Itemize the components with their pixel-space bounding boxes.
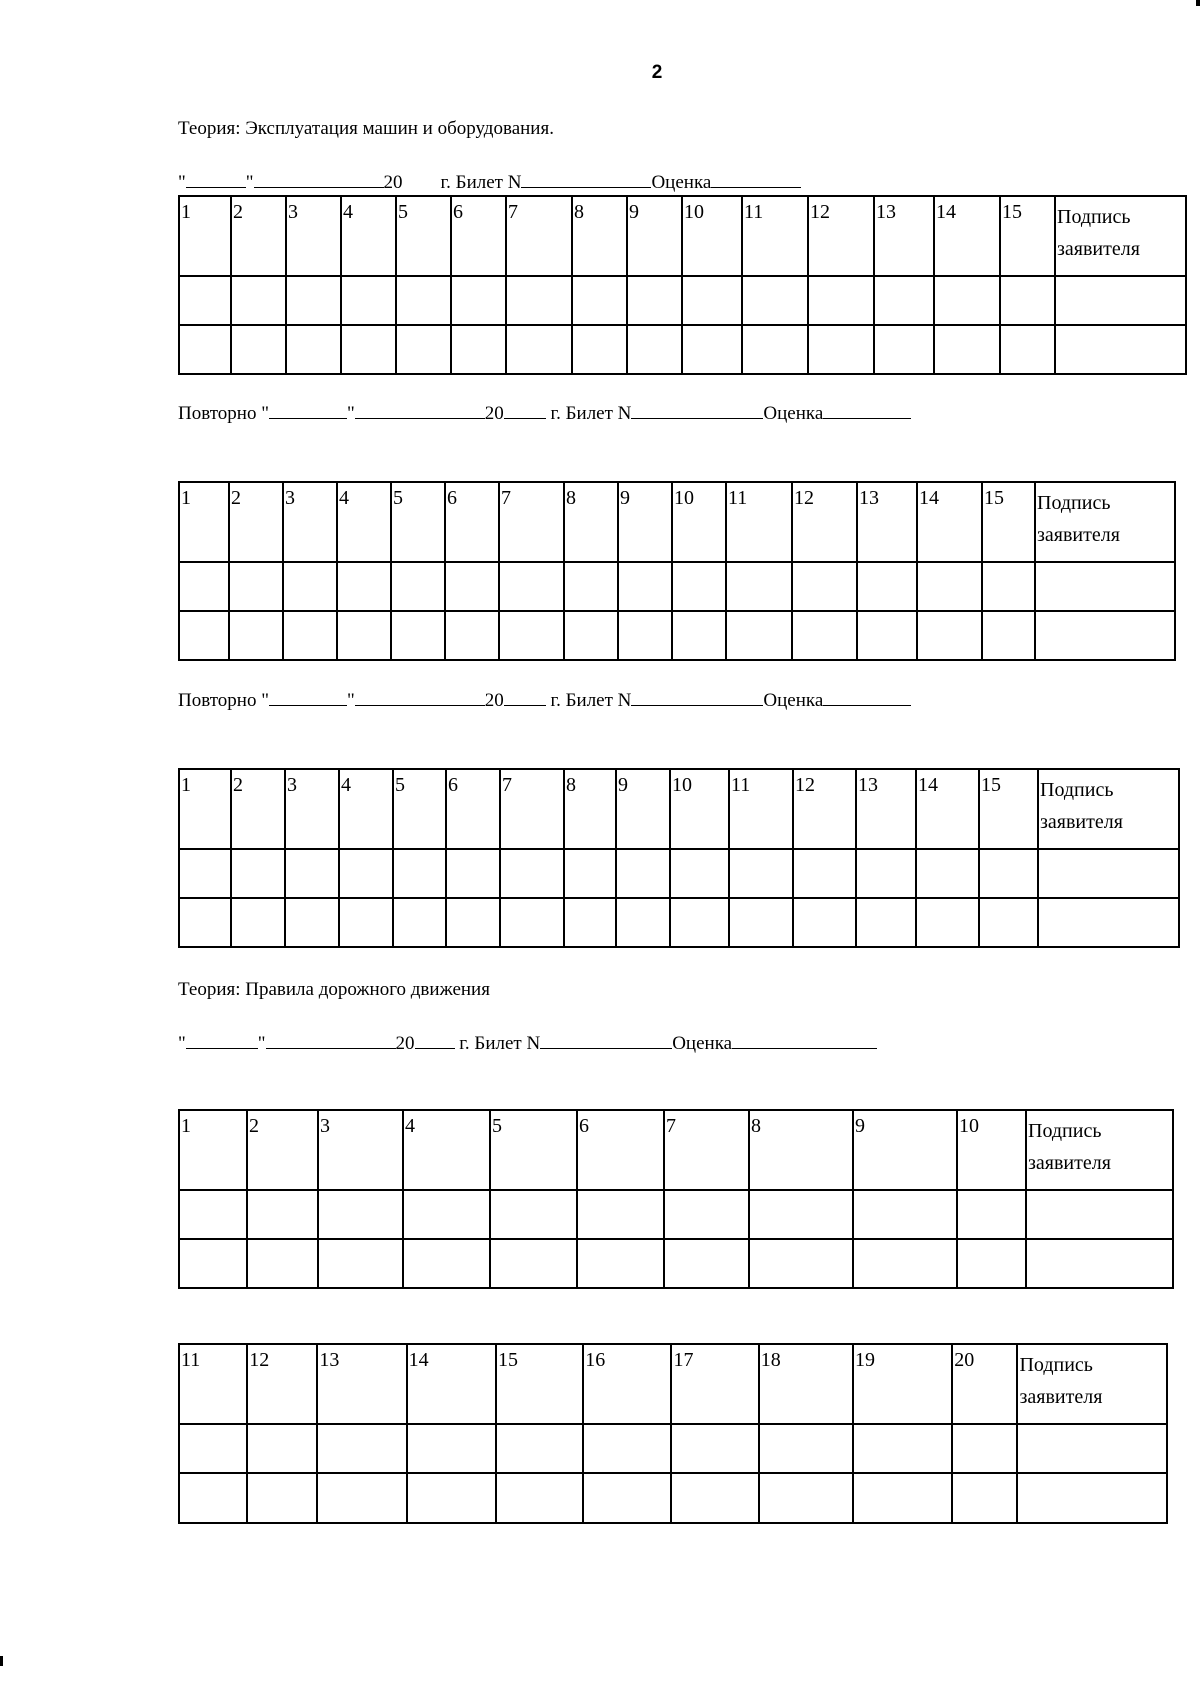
answer-cell[interactable] <box>857 562 917 611</box>
year-prefix: 20 <box>395 1033 415 1054</box>
result-cell[interactable] <box>247 1473 317 1523</box>
signature-label-line2: заявителя <box>1057 238 1140 260</box>
question-number-cell: 9 <box>616 769 670 849</box>
result-cell[interactable] <box>407 1473 496 1523</box>
answer-cell[interactable] <box>853 1424 952 1473</box>
answer-cell[interactable] <box>496 1424 583 1473</box>
answer-cell[interactable] <box>391 562 445 611</box>
result-cell[interactable] <box>857 611 917 660</box>
result-cell[interactable] <box>403 1239 490 1288</box>
signature-header <box>1038 769 1179 849</box>
quote-open: " <box>178 1033 186 1054</box>
answer-cell[interactable] <box>564 849 616 898</box>
answer-cell[interactable] <box>283 562 337 611</box>
quote-open: " <box>178 172 186 193</box>
retake-prefix: Повторно " <box>178 690 269 711</box>
section-title-machines: Теория: Эксплуатация машин и оборудования. <box>178 118 554 139</box>
question-number-cell: 16 <box>583 1344 671 1424</box>
question-number-cell: 12 <box>247 1344 317 1424</box>
result-cell[interactable] <box>616 898 670 947</box>
result-cell[interactable] <box>496 1473 583 1523</box>
question-number-cell: 6 <box>577 1110 664 1190</box>
question-number-cell: 14 <box>407 1344 496 1424</box>
signature-label-line1: Подпись <box>1019 1354 1093 1376</box>
result-cell[interactable] <box>726 611 792 660</box>
signature-label-line2: заявителя <box>1037 524 1120 546</box>
signature-label-line1: Подпись <box>1028 1120 1102 1142</box>
answer-cell[interactable] <box>672 562 726 611</box>
question-number-cell: 4 <box>339 769 393 849</box>
year-prefix: 20 <box>484 690 504 711</box>
month-blank[interactable] <box>254 186 384 188</box>
answer-cell[interactable] <box>179 849 231 898</box>
result-cell[interactable] <box>337 611 391 660</box>
result-cell[interactable] <box>285 898 339 947</box>
question-number-cell: 6 <box>451 196 506 276</box>
result-cell[interactable] <box>670 898 729 947</box>
signature-cell[interactable] <box>1017 1424 1167 1473</box>
grade-blank[interactable] <box>823 417 911 419</box>
question-number-cell: 18 <box>759 1344 853 1424</box>
grade-blank[interactable] <box>823 704 911 706</box>
day-blank[interactable] <box>269 704 347 706</box>
result-cell[interactable] <box>451 325 506 374</box>
ticket-label: г. Билет N <box>550 403 632 424</box>
answer-cell[interactable] <box>341 276 396 325</box>
answer-cell[interactable] <box>749 1190 853 1239</box>
answer-cell[interactable] <box>583 1424 671 1473</box>
result-row <box>179 325 1186 374</box>
question-number-cell: 14 <box>917 482 982 562</box>
answer-cell[interactable] <box>627 276 682 325</box>
result-cell[interactable] <box>286 325 341 374</box>
ticket-number-blank[interactable] <box>631 704 763 706</box>
result-cell[interactable] <box>583 1473 671 1523</box>
result-cell[interactable] <box>934 325 1000 374</box>
result-cell[interactable] <box>952 1473 1017 1523</box>
signature-header <box>1035 482 1175 562</box>
result-cell[interactable] <box>664 1239 749 1288</box>
answer-cell[interactable] <box>445 562 499 611</box>
question-number-cell: 8 <box>564 769 616 849</box>
grade-label: Оценка <box>651 172 712 193</box>
retake-prefix: Повторно " <box>178 403 269 424</box>
answer-cell[interactable] <box>285 849 339 898</box>
answer-cell[interactable] <box>179 276 231 325</box>
answer-cell[interactable] <box>490 1190 577 1239</box>
question-number-cell: 6 <box>445 482 499 562</box>
answer-row <box>179 849 1179 898</box>
result-cell[interactable] <box>792 611 857 660</box>
result-cell[interactable] <box>499 611 564 660</box>
quote-close: " <box>245 172 254 193</box>
result-cell[interactable] <box>671 1473 758 1523</box>
scan-corner-mark <box>0 1656 3 1666</box>
question-number-cell: 4 <box>403 1110 490 1190</box>
ticket-label: г. Билет N <box>459 1033 541 1054</box>
result-cell[interactable] <box>490 1239 577 1288</box>
answer-cell[interactable] <box>577 1190 664 1239</box>
question-number-cell: 3 <box>286 196 341 276</box>
signature-cell[interactable] <box>1035 562 1175 611</box>
answer-cell[interactable] <box>451 276 506 325</box>
month-blank[interactable] <box>355 704 485 706</box>
result-cell[interactable] <box>231 898 285 947</box>
answer-cell[interactable] <box>742 276 808 325</box>
question-number-cell: 2 <box>231 196 286 276</box>
question-number-cell: 13 <box>857 482 917 562</box>
question-number-cell: 10 <box>682 196 742 276</box>
result-cell[interactable] <box>853 1239 957 1288</box>
question-number-cell: 15 <box>1000 196 1055 276</box>
result-cell[interactable] <box>742 325 808 374</box>
result-cell[interactable] <box>317 1473 406 1523</box>
ticket-label: г. Билет N <box>550 690 632 711</box>
question-number-cell: 9 <box>627 196 682 276</box>
result-cell[interactable] <box>874 325 934 374</box>
result-cell[interactable] <box>957 1239 1026 1288</box>
answer-cell[interactable] <box>229 562 283 611</box>
signature-label-line2: заявителя <box>1019 1386 1103 1408</box>
answer-cell[interactable] <box>318 1190 403 1239</box>
answer-cell[interactable] <box>618 562 672 611</box>
question-number-cell: 5 <box>391 482 445 562</box>
result-cell[interactable] <box>318 1239 403 1288</box>
result-cell[interactable] <box>916 898 979 947</box>
signature-cell[interactable] <box>1026 1190 1173 1239</box>
answers-table-traffic-2 <box>178 1343 1168 1524</box>
question-number-cell: 6 <box>446 769 500 849</box>
answer-cell[interactable] <box>982 562 1035 611</box>
question-number-cell: 5 <box>393 769 446 849</box>
answer-cell[interactable] <box>1000 276 1055 325</box>
answer-row <box>179 1424 1167 1473</box>
result-cell[interactable] <box>247 1239 318 1288</box>
signature-cell[interactable] <box>1055 276 1186 325</box>
question-number-cell: 13 <box>317 1344 406 1424</box>
signature-cell[interactable] <box>1017 1473 1167 1523</box>
question-number-cell: 11 <box>729 769 793 849</box>
year-blank[interactable] <box>415 1047 455 1049</box>
result-row <box>179 1239 1173 1288</box>
answer-cell[interactable] <box>179 562 229 611</box>
answer-cell[interactable] <box>808 276 874 325</box>
signature-cell[interactable] <box>1038 898 1179 947</box>
year-blank[interactable] <box>504 417 546 419</box>
grade-label: Оценка <box>763 403 824 424</box>
result-cell[interactable] <box>564 611 618 660</box>
question-number-cell: 19 <box>853 1344 952 1424</box>
question-number-cell: 3 <box>318 1110 403 1190</box>
day-blank[interactable] <box>186 1047 258 1049</box>
answer-cell[interactable] <box>403 1190 490 1239</box>
answer-cell[interactable] <box>231 849 285 898</box>
grade-blank[interactable] <box>711 186 801 188</box>
answer-cell[interactable] <box>856 849 916 898</box>
signature-cell[interactable] <box>1035 611 1175 660</box>
question-number-cell: 7 <box>506 196 572 276</box>
grade-blank[interactable] <box>732 1047 877 1049</box>
month-blank[interactable] <box>266 1047 396 1049</box>
question-number-cell: 8 <box>564 482 618 562</box>
question-number-cell: 10 <box>672 482 726 562</box>
answer-row <box>179 276 1186 325</box>
answer-cell[interactable] <box>179 1424 247 1473</box>
result-cell[interactable] <box>1000 325 1055 374</box>
question-number-cell: 1 <box>179 482 229 562</box>
quote-close: " <box>346 403 355 424</box>
question-number-cell: 11 <box>742 196 808 276</box>
question-number-cell: 7 <box>664 1110 749 1190</box>
ticket-label: г. Билет N <box>440 172 522 193</box>
signature-cell[interactable] <box>1026 1239 1173 1288</box>
question-number-cell: 3 <box>283 482 337 562</box>
signature-cell[interactable] <box>1038 849 1179 898</box>
question-number-cell: 14 <box>934 196 1000 276</box>
result-cell[interactable] <box>391 611 445 660</box>
month-blank[interactable] <box>355 417 485 419</box>
result-cell[interactable] <box>793 898 856 947</box>
question-number-cell: 11 <box>726 482 792 562</box>
year-blank[interactable] <box>504 704 546 706</box>
result-row <box>179 611 1175 660</box>
question-number-cell: 8 <box>572 196 627 276</box>
answer-cell[interactable] <box>726 562 792 611</box>
answer-cell[interactable] <box>247 1424 317 1473</box>
question-number-row <box>179 482 1175 562</box>
question-number-cell: 12 <box>793 769 856 849</box>
result-cell[interactable] <box>506 325 572 374</box>
question-number-cell: 1 <box>179 769 231 849</box>
result-cell[interactable] <box>577 1239 664 1288</box>
result-cell[interactable] <box>627 325 682 374</box>
question-number-cell: 7 <box>500 769 564 849</box>
signature-header <box>1026 1110 1173 1190</box>
question-number-cell: 4 <box>341 196 396 276</box>
result-cell[interactable] <box>759 1473 853 1523</box>
question-number-cell: 20 <box>952 1344 1017 1424</box>
question-number-cell: 12 <box>792 482 857 562</box>
question-number-cell: 9 <box>853 1110 957 1190</box>
question-number-cell: 15 <box>496 1344 583 1424</box>
answer-cell[interactable] <box>759 1424 853 1473</box>
answer-cell[interactable] <box>572 276 627 325</box>
result-cell[interactable] <box>446 898 500 947</box>
result-row <box>179 898 1179 947</box>
answers-table-3 <box>178 768 1180 948</box>
question-number-cell: 5 <box>396 196 451 276</box>
question-number-cell: 10 <box>670 769 729 849</box>
result-cell[interactable] <box>283 611 337 660</box>
result-cell[interactable] <box>445 611 499 660</box>
grade-label: Оценка <box>672 1033 733 1054</box>
result-cell[interactable] <box>229 611 283 660</box>
result-cell[interactable] <box>393 898 446 947</box>
question-number-cell: 3 <box>285 769 339 849</box>
retake-date-line-2 <box>178 690 911 712</box>
question-number-row <box>179 1344 1167 1424</box>
signature-header <box>1055 196 1186 276</box>
answer-cell[interactable] <box>286 276 341 325</box>
result-cell[interactable] <box>749 1239 853 1288</box>
year-prefix: 20 <box>484 403 504 424</box>
question-number-cell: 15 <box>982 482 1035 562</box>
question-number-cell: 9 <box>618 482 672 562</box>
question-number-cell: 12 <box>808 196 874 276</box>
question-number-cell: 1 <box>179 1110 247 1190</box>
answer-cell[interactable] <box>393 849 446 898</box>
question-number-cell: 11 <box>179 1344 247 1424</box>
result-cell[interactable] <box>982 611 1035 660</box>
day-blank[interactable] <box>269 417 347 419</box>
signature-label-line1: Подпись <box>1057 206 1131 228</box>
answer-cell[interactable] <box>407 1424 496 1473</box>
answers-table-1 <box>178 195 1187 375</box>
answer-cell[interactable] <box>934 276 1000 325</box>
answer-cell[interactable] <box>917 562 982 611</box>
result-cell[interactable] <box>853 1473 952 1523</box>
answer-cell[interactable] <box>792 562 857 611</box>
result-cell[interactable] <box>729 898 793 947</box>
signature-label-line1: Подпись <box>1037 492 1111 514</box>
answers-table-2 <box>178 481 1176 661</box>
question-number-cell: 17 <box>671 1344 758 1424</box>
answer-cell[interactable] <box>793 849 856 898</box>
answer-cell[interactable] <box>500 849 564 898</box>
result-cell[interactable] <box>339 898 393 947</box>
answer-cell[interactable] <box>179 1190 247 1239</box>
question-number-cell: 8 <box>749 1110 853 1190</box>
year-prefix: 20 <box>383 172 403 193</box>
quote-close: " <box>346 690 355 711</box>
result-cell[interactable] <box>179 611 229 660</box>
answer-cell[interactable] <box>247 1190 318 1239</box>
answer-cell[interactable] <box>664 1190 749 1239</box>
answer-cell[interactable] <box>337 562 391 611</box>
question-number-cell: 13 <box>874 196 934 276</box>
day-blank[interactable] <box>186 186 246 188</box>
answer-cell[interactable] <box>682 276 742 325</box>
ticket-number-blank[interactable] <box>540 1047 672 1049</box>
question-number-cell: 2 <box>247 1110 318 1190</box>
answer-cell[interactable] <box>979 849 1038 898</box>
scan-edge-mark <box>1196 0 1200 6</box>
answer-cell[interactable] <box>616 849 670 898</box>
signature-header <box>1017 1344 1167 1424</box>
result-cell[interactable] <box>564 898 616 947</box>
answer-cell[interactable] <box>317 1424 406 1473</box>
answer-cell[interactable] <box>670 849 729 898</box>
result-cell[interactable] <box>179 898 231 947</box>
signature-label-line1: Подпись <box>1040 779 1114 801</box>
result-cell[interactable] <box>500 898 564 947</box>
signature-cell[interactable] <box>1055 325 1186 374</box>
answer-cell[interactable] <box>952 1424 1017 1473</box>
result-cell[interactable] <box>808 325 874 374</box>
answer-cell[interactable] <box>499 562 564 611</box>
answer-cell[interactable] <box>506 276 572 325</box>
result-cell[interactable] <box>572 325 627 374</box>
answer-row <box>179 562 1175 611</box>
answer-cell[interactable] <box>671 1424 758 1473</box>
answer-cell[interactable] <box>231 276 286 325</box>
question-number-cell: 2 <box>229 482 283 562</box>
result-cell[interactable] <box>231 325 286 374</box>
ticket-number-blank[interactable] <box>521 186 651 188</box>
question-number-cell: 7 <box>499 482 564 562</box>
answer-cell[interactable] <box>396 276 451 325</box>
exam-date-line-traffic <box>178 1033 877 1055</box>
result-cell[interactable] <box>618 611 672 660</box>
answers-table-traffic-1 <box>178 1109 1174 1289</box>
question-number-cell: 4 <box>337 482 391 562</box>
result-row <box>179 1473 1167 1523</box>
result-cell[interactable] <box>682 325 742 374</box>
question-number-row <box>179 769 1179 849</box>
signature-label-line2: заявителя <box>1040 811 1123 833</box>
answer-cell[interactable] <box>564 562 618 611</box>
question-number-cell: 2 <box>231 769 285 849</box>
question-number-cell: 5 <box>490 1110 577 1190</box>
result-cell[interactable] <box>179 1473 247 1523</box>
result-cell[interactable] <box>917 611 982 660</box>
question-number-cell: 10 <box>957 1110 1026 1190</box>
answer-cell[interactable] <box>957 1190 1026 1239</box>
result-cell[interactable] <box>856 898 916 947</box>
answer-cell[interactable] <box>729 849 793 898</box>
question-number-cell: 1 <box>179 196 231 276</box>
result-cell[interactable] <box>396 325 451 374</box>
result-cell[interactable] <box>672 611 726 660</box>
answer-cell[interactable] <box>874 276 934 325</box>
answer-cell[interactable] <box>916 849 979 898</box>
result-cell[interactable] <box>179 1239 247 1288</box>
retake-date-line-1 <box>178 403 911 425</box>
answer-cell[interactable] <box>853 1190 957 1239</box>
answer-cell[interactable] <box>446 849 500 898</box>
answer-cell[interactable] <box>339 849 393 898</box>
question-number-row <box>179 196 1186 276</box>
page-number: 2 <box>651 62 663 83</box>
question-number-row <box>179 1110 1173 1190</box>
result-cell[interactable] <box>179 325 231 374</box>
question-number-cell: 14 <box>916 769 979 849</box>
ticket-number-blank[interactable] <box>631 417 763 419</box>
result-cell[interactable] <box>341 325 396 374</box>
question-number-cell: 13 <box>856 769 916 849</box>
question-number-cell: 15 <box>979 769 1038 849</box>
quote-close: " <box>257 1033 266 1054</box>
exam-date-line <box>178 172 801 194</box>
answer-row <box>179 1190 1173 1239</box>
grade-label: Оценка <box>763 690 824 711</box>
result-cell[interactable] <box>979 898 1038 947</box>
section-title-traffic-rules: Теория: Правила дорожного движения <box>178 979 490 1000</box>
signature-label-line2: заявителя <box>1028 1152 1111 1174</box>
